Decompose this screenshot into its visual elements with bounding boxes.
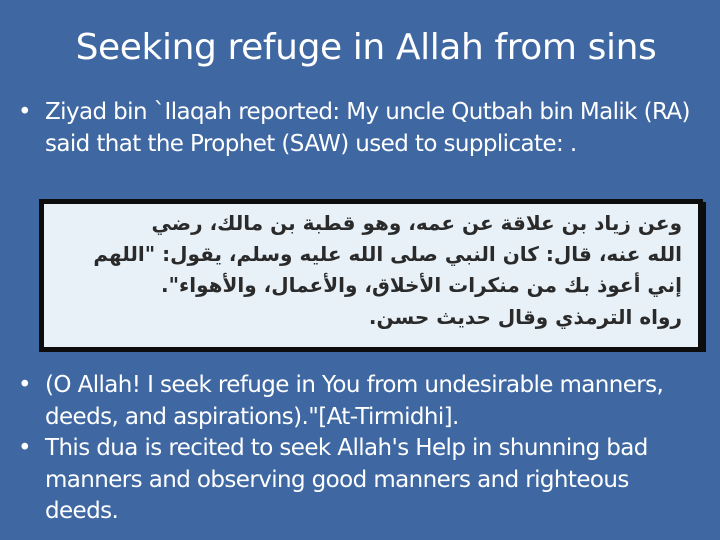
bullet-dot-icon: • [18,372,31,398]
arabic-line-3: إني أعوذ بك من منكرات الأخلاق، والأعمال، والأهواء". [161,273,682,298]
bullet-item-translation [18,370,698,433]
bullet-dot-icon: • [18,435,31,461]
bullet-text-explanation: This dua is recited to seek Allah's Help in shunning bad manners and observing good manners and righteous deeds. [45,435,648,524]
arabic-hadith-image [39,199,703,352]
arabic-line-2: الله عنه، قال: كان النبي صلى الله عليه وسلم، يقول: "اللهم [93,242,682,267]
slide-title: Seeking refuge in Allah from sins [75,27,657,68]
bullet-item-narration [18,97,698,160]
bullet-dot-icon: • [18,99,31,125]
image-border-edge [703,202,706,352]
arabic-line-1: وعن زياد بن علاقة عن عمه، وهو قطبة بن مالك، رضي [151,211,682,235]
bullet-text-narration: Ziyad bin `Ilaqah reported: My uncle Qutbah bin Malik (RA) said that the Prophet (SAW) used to supplicate: . [45,99,690,157]
bullet-item-explanation [18,433,698,528]
arabic-line-4: رواه الترمذي وقال حديث حسن. [368,304,682,329]
bullet-text-translation: (O Allah! I seek refuge in You from undesirable manners, deeds, and aspirations)."[At-Tirmidhi]. [45,372,664,430]
bullet-list-bottom [18,370,698,528]
bullet-list-top [18,97,698,160]
